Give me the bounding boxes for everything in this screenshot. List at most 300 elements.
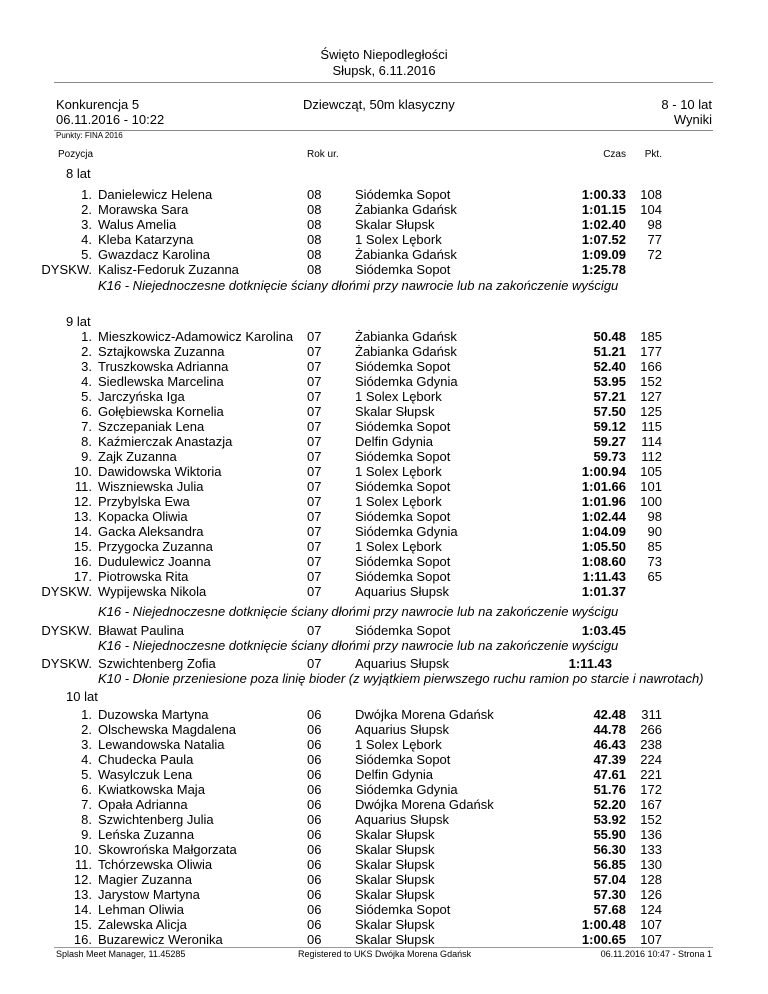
points: 127: [640, 389, 662, 404]
table-row: [0, 509, 768, 524]
position: 10.: [73, 464, 92, 479]
swim-time: 53.92: [593, 812, 626, 827]
position: 9.: [81, 827, 92, 842]
club: Aquarius Słupsk: [355, 656, 449, 671]
club: Żabianka Gdańsk: [355, 329, 457, 344]
birth-year: 07: [307, 449, 322, 464]
position: 8.: [81, 812, 92, 827]
club: Aquarius Słupsk: [355, 584, 449, 599]
swimmer-name: Bławat Paulina: [98, 623, 184, 638]
position: 9.: [81, 449, 92, 464]
competition-title: [0, 47, 768, 79]
position: 3.: [81, 737, 92, 752]
points: 77: [647, 232, 662, 247]
swimmer-name: Wiszniewska Julia: [98, 479, 204, 494]
swimmer-name: Przygocka Zuzanna: [98, 539, 213, 554]
club: Siódemka Gdynia: [355, 374, 458, 389]
birth-year: 07: [307, 569, 322, 584]
table-row: [0, 782, 768, 797]
birth-year: 07: [307, 479, 322, 494]
table-row: [0, 872, 768, 887]
swimmer-name: Siedlewska Marcelina: [98, 374, 224, 389]
points: 98: [647, 509, 662, 524]
position: 4.: [81, 752, 92, 767]
table-row: [0, 722, 768, 737]
club: 1 Solex Lębork: [355, 539, 442, 554]
table-row: [0, 917, 768, 932]
points: 107: [640, 917, 662, 932]
swim-time: 1:07.52: [581, 232, 626, 247]
points: 85: [647, 539, 662, 554]
position: 11.: [74, 857, 92, 872]
swimmer-name: Jarystow Martyna: [98, 887, 200, 902]
points: 152: [640, 812, 662, 827]
points: 266: [640, 722, 662, 737]
table-row: [0, 656, 768, 671]
position: 14.: [73, 524, 92, 539]
birth-year: 07: [307, 584, 322, 599]
position: 13.: [73, 887, 92, 902]
birth-year: 07: [307, 329, 322, 344]
age-range: 8 - 10 lat: [661, 97, 712, 112]
position: 3.: [81, 359, 92, 374]
table-row: [0, 707, 768, 722]
table-row: [0, 827, 768, 842]
table-row: [0, 202, 768, 217]
swimmer-name: Kopacka Oliwia: [98, 509, 188, 524]
club: Aquarius Słupsk: [355, 812, 449, 827]
birth-year: 07: [307, 656, 322, 671]
swim-time: 1:09.09: [581, 247, 626, 262]
club: Aquarius Słupsk: [355, 722, 449, 737]
position: 6.: [81, 404, 92, 419]
points: 128: [640, 872, 662, 887]
swim-time: 57.68: [593, 902, 626, 917]
swimmer-name: Chudecka Paula: [98, 752, 194, 767]
swim-time: 56.85: [593, 857, 626, 872]
birth-year: 07: [307, 359, 322, 374]
age-group-label: 10 lat: [66, 689, 98, 704]
birth-year: 08: [307, 202, 322, 217]
birth-year: 07: [307, 509, 322, 524]
birth-year: 06: [307, 767, 322, 782]
table-row: [0, 569, 768, 584]
event-name: Dziewcząt, 50m klasyczny: [303, 97, 455, 112]
birth-year: 07: [307, 419, 322, 434]
points: 126: [640, 887, 662, 902]
birth-year: 07: [307, 389, 322, 404]
birth-year: 08: [307, 262, 322, 277]
club: Siódemka Gdynia: [355, 524, 458, 539]
swimmer-name: Piotrowska Rita: [98, 569, 189, 584]
swimmer-name: Szwichtenberg Zofia: [98, 656, 216, 671]
swim-time: 42.48: [593, 707, 626, 722]
birth-year: 08: [307, 187, 322, 202]
swim-time: 1:03.45: [581, 623, 626, 638]
col-yob: Rok ur.: [307, 149, 339, 160]
birth-year: 07: [307, 404, 322, 419]
swimmer-name: Lehman Oliwia: [98, 902, 184, 917]
swimmer-name: Opała Adrianna: [98, 797, 188, 812]
club: Siódemka Sopot: [355, 359, 451, 374]
points: 125: [640, 404, 662, 419]
table-row: [0, 752, 768, 767]
table-row: [0, 554, 768, 569]
points: 108: [640, 187, 662, 202]
swim-time: 52.20: [593, 797, 626, 812]
table-row: [0, 857, 768, 872]
position: 5.: [81, 767, 92, 782]
club: Skalar Słupsk: [355, 404, 435, 419]
table-row: [0, 842, 768, 857]
table-row: [0, 584, 768, 599]
swimmer-name: Morawska Sara: [98, 202, 189, 217]
swim-time: 55.90: [593, 827, 626, 842]
table-row: [0, 389, 768, 404]
footer-divider: [54, 947, 713, 948]
birth-year: 07: [307, 344, 322, 359]
swim-time: 52.40: [593, 359, 626, 374]
table-row: [0, 797, 768, 812]
birth-year: 06: [307, 797, 322, 812]
position: 8.: [81, 434, 92, 449]
swimmer-name: Przybylska Ewa: [98, 494, 190, 509]
swimmer-name: Szczepaniak Lena: [98, 419, 205, 434]
swim-time: 44.78: [593, 722, 626, 737]
points: 72: [647, 247, 662, 262]
location-date: Słupsk, 6.11.2016: [332, 63, 436, 78]
swim-time: 47.61: [593, 767, 626, 782]
birth-year: 08: [307, 232, 322, 247]
position: 17.: [73, 569, 92, 584]
footer-software: Splash Meet Manager, 11.45285: [56, 949, 186, 959]
swimmer-name: Gwazdacz Karolina: [98, 247, 210, 262]
club: Siódemka Sopot: [355, 187, 451, 202]
position: 6.: [81, 782, 92, 797]
swimmer-name: Danielewicz Helena: [98, 187, 213, 202]
position: 4.: [81, 232, 92, 247]
table-row: [0, 623, 768, 638]
position: 14.: [73, 902, 92, 917]
dq-reason: K16 - Niejednoczesne dotknięcie ściany dłońmi przy nawrocie lub na zakończenie wyścigu: [98, 638, 619, 653]
position: DYSKW.: [41, 656, 92, 671]
points: 112: [641, 449, 662, 464]
swimmer-name: Gołębiewska Kornelia: [98, 404, 224, 419]
swimmer-name: Magier Zuzanna: [98, 872, 192, 887]
swimmer-name: Tchórzewska Oliwia: [98, 857, 213, 872]
table-row: [0, 737, 768, 752]
points: 133: [640, 842, 662, 857]
table-row: [0, 359, 768, 374]
position: 16.: [73, 554, 92, 569]
dq-reason: K10 - Dłonie przeniesione poza linię bioder (z wyjątkiem pierwszego ruchu ramion po starcie i nawrotach): [98, 671, 704, 686]
club: 1 Solex Lębork: [355, 464, 442, 479]
club: 1 Solex Lębork: [355, 232, 442, 247]
birth-year: 06: [307, 707, 322, 722]
birth-year: 06: [307, 872, 322, 887]
birth-year: 06: [307, 722, 322, 737]
table-row: [0, 404, 768, 419]
swim-time: 1:00.33: [581, 187, 626, 202]
birth-year: 07: [307, 464, 322, 479]
position: 15.: [73, 917, 92, 932]
swim-time: 57.21: [593, 389, 626, 404]
position: 3.: [81, 217, 92, 232]
swim-time: 59.73: [593, 449, 626, 464]
club: Skalar Słupsk: [355, 872, 435, 887]
club: Delfin Gdynia: [355, 434, 434, 449]
points: 104: [640, 202, 662, 217]
swimmer-name: Duzowska Martyna: [98, 707, 209, 722]
points: 73: [647, 554, 662, 569]
points: 224: [640, 752, 662, 767]
table-row: [0, 932, 768, 947]
swim-time: 57.04: [593, 872, 626, 887]
position: 2.: [81, 344, 92, 359]
swimmer-name: Leńska Zuzanna: [98, 827, 195, 842]
swim-time: 47.39: [593, 752, 626, 767]
birth-year: 06: [307, 917, 322, 932]
birth-year: 08: [307, 247, 322, 262]
birth-year: 06: [307, 857, 322, 872]
position: 13.: [73, 509, 92, 524]
table-row: [0, 344, 768, 359]
birth-year: 08: [307, 217, 322, 232]
col-position: Pozycja: [58, 149, 94, 160]
club: 1 Solex Lębork: [355, 389, 442, 404]
swimmer-name: Zajk Zuzanna: [98, 449, 177, 464]
swimmer-name: Jarczyńska Iga: [98, 389, 185, 404]
swimmer-name: Sztajkowska Zuzanna: [98, 344, 225, 359]
swimmer-name: Szwichtenberg Julia: [98, 812, 214, 827]
table-row: [0, 434, 768, 449]
swim-time: 46.43: [593, 737, 626, 752]
club: Skalar Słupsk: [355, 887, 435, 902]
swim-time: 1:01.37: [581, 584, 626, 599]
table-row: [0, 902, 768, 917]
birth-year: 06: [307, 737, 322, 752]
swimmer-name: Skowrońska Małgorzata: [98, 842, 237, 857]
dq-reason: K16 - Niejednoczesne dotknięcie ściany dłońmi przy nawrocie lub na zakończenie wyścigu: [98, 278, 619, 293]
club: Siódemka Sopot: [355, 569, 451, 584]
position: 15.: [73, 539, 92, 554]
position: 7.: [81, 419, 92, 434]
swim-time: 51.76: [593, 782, 626, 797]
club: Siódemka Sopot: [355, 902, 451, 917]
birth-year: 07: [307, 554, 322, 569]
birth-year: 06: [307, 902, 322, 917]
swimmer-name: Wasylczuk Lena: [98, 767, 193, 782]
points: 115: [641, 419, 662, 434]
table-row: [0, 217, 768, 232]
swim-time: 59.27: [593, 434, 626, 449]
birth-year: 06: [307, 752, 322, 767]
points: 152: [640, 374, 662, 389]
table-row: [0, 767, 768, 782]
birth-year: 06: [307, 842, 322, 857]
position: 10.: [73, 842, 92, 857]
position: 12.: [73, 494, 92, 509]
club: Siódemka Sopot: [355, 623, 451, 638]
points: 130: [640, 857, 662, 872]
points: 136: [640, 827, 662, 842]
club: Siódemka Sopot: [355, 419, 451, 434]
swimmer-name: Dudulewicz Joanna: [98, 554, 211, 569]
age-group-label: 9 lat: [66, 314, 91, 329]
points: 65: [647, 569, 662, 584]
club: Siódemka Sopot: [355, 449, 451, 464]
swim-time: 1:01.66: [581, 479, 626, 494]
position: 2.: [81, 722, 92, 737]
points: 105: [640, 464, 662, 479]
swim-time: 1:01.15: [581, 202, 626, 217]
points: 311: [641, 707, 662, 722]
club: Skalar Słupsk: [355, 932, 435, 947]
swimmer-name: Mieszkowicz-Adamowicz Karolina: [98, 329, 294, 344]
birth-year: 06: [307, 827, 322, 842]
swim-time: 1:00.94: [581, 464, 626, 479]
event-title: Święto Niepodległości: [320, 47, 448, 62]
result-type: Wyniki: [673, 112, 712, 127]
birth-year: 06: [307, 782, 322, 797]
position: 7.: [81, 797, 92, 812]
swimmer-name: Olschewska Magdalena: [98, 722, 237, 737]
club: Siódemka Sopot: [355, 509, 451, 524]
swimmer-name: Walus Amelia: [98, 217, 177, 232]
club: Skalar Słupsk: [355, 917, 435, 932]
position: 1.: [81, 707, 92, 722]
swim-time: 1:11.43: [582, 569, 626, 584]
position: 11.: [74, 479, 92, 494]
swim-time: 1:01.96: [581, 494, 626, 509]
club: Skalar Słupsk: [355, 842, 435, 857]
position: 4.: [81, 374, 92, 389]
position: 5.: [81, 247, 92, 262]
swimmer-name: Truszkowska Adrianna: [98, 359, 229, 374]
table-row: [0, 539, 768, 554]
col-time: Czas: [603, 149, 626, 160]
club: Siódemka Sopot: [355, 554, 451, 569]
points: 124: [640, 902, 662, 917]
swim-time: 57.50: [593, 404, 626, 419]
age-group-label: 8 lat: [66, 166, 91, 181]
points: 221: [640, 767, 662, 782]
swimmer-name: Wypijewska Nikola: [98, 584, 207, 599]
birth-year: 06: [307, 812, 322, 827]
points: 166: [640, 359, 662, 374]
position: 5.: [81, 389, 92, 404]
club: 1 Solex Lębork: [355, 737, 442, 752]
event-divider: [54, 130, 713, 131]
birth-year: 06: [307, 887, 322, 902]
table-row: [0, 262, 768, 277]
club: Dwójka Morena Gdańsk: [355, 797, 494, 812]
swim-time: 59.12: [593, 419, 626, 434]
club: Siódemka Gdynia: [355, 782, 458, 797]
club: Siódemka Sopot: [355, 479, 451, 494]
col-points: Pkt.: [644, 149, 662, 160]
points: 98: [647, 217, 662, 232]
birth-year: 07: [307, 539, 322, 554]
position: 16.: [73, 932, 92, 947]
points: 177: [640, 344, 662, 359]
swimmer-name: Zalewska Alicja: [98, 917, 187, 932]
event-datetime: 06.11.2016 - 10:22: [56, 112, 165, 127]
table-row: [0, 232, 768, 247]
table-row: [0, 449, 768, 464]
position: DYSKW.: [41, 584, 92, 599]
points: 167: [640, 797, 662, 812]
club: Skalar Słupsk: [355, 827, 435, 842]
points: 114: [641, 434, 662, 449]
position: DYSKW.: [41, 262, 92, 277]
club: Żabianka Gdańsk: [355, 247, 457, 262]
table-row: [0, 374, 768, 389]
position: 1.: [81, 187, 92, 202]
table-row: [0, 812, 768, 827]
club: Żabianka Gdańsk: [355, 202, 457, 217]
event-number: Konkurencja 5: [56, 97, 140, 112]
club: 1 Solex Lębork: [355, 494, 442, 509]
position: 2.: [81, 202, 92, 217]
table-row: [0, 524, 768, 539]
club: Dwójka Morena Gdańsk: [355, 707, 494, 722]
club: Siódemka Sopot: [355, 262, 451, 277]
points: 238: [640, 737, 662, 752]
swimmer-name: Kleba Katarzyna: [98, 232, 194, 247]
birth-year: 07: [307, 374, 322, 389]
swim-time: 56.30: [593, 842, 626, 857]
swim-time: 51.21: [593, 344, 626, 359]
club: Delfin Gdynia: [355, 767, 434, 782]
table-row: [0, 329, 768, 344]
swimmer-name: Lewandowska Natalia: [98, 737, 225, 752]
table-row: [0, 187, 768, 202]
footer-page: 06.11.2016 10:47 - Strona 1: [600, 949, 712, 959]
points: 100: [640, 494, 662, 509]
points: 172: [640, 782, 662, 797]
club: Żabianka Gdańsk: [355, 344, 457, 359]
swim-time: 57.30: [593, 887, 626, 902]
points: 107: [640, 932, 662, 947]
swim-time: 1:00.65: [581, 932, 626, 947]
birth-year: 07: [307, 524, 322, 539]
swimmer-name: Kalisz-Fedoruk Zuzanna: [98, 262, 239, 277]
swim-time: 1:02.40: [581, 217, 626, 232]
points: 90: [647, 524, 662, 539]
club: Siódemka Sopot: [355, 752, 451, 767]
swim-time: 50.48: [593, 329, 626, 344]
swim-time: 1:04.09: [581, 524, 626, 539]
points: 185: [640, 329, 662, 344]
swim-time: 1:11.43: [568, 656, 612, 671]
position: DYSKW.: [41, 623, 92, 638]
swim-time: 1:08.60: [581, 554, 626, 569]
swim-time: 1:05.50: [581, 539, 626, 554]
table-row: [0, 247, 768, 262]
club: Skalar Słupsk: [355, 857, 435, 872]
table-row: [0, 887, 768, 902]
birth-year: 07: [307, 494, 322, 509]
position: 1.: [81, 329, 92, 344]
table-row: [0, 494, 768, 509]
points: 101: [640, 479, 662, 494]
birth-year: 06: [307, 932, 322, 947]
swim-time: 1:25.78: [581, 262, 626, 277]
swimmer-name: Kwiatkowska Maja: [98, 782, 205, 797]
swim-time: 1:02.44: [581, 509, 626, 524]
swimmer-name: Kaźmierczak Anastazja: [98, 434, 233, 449]
